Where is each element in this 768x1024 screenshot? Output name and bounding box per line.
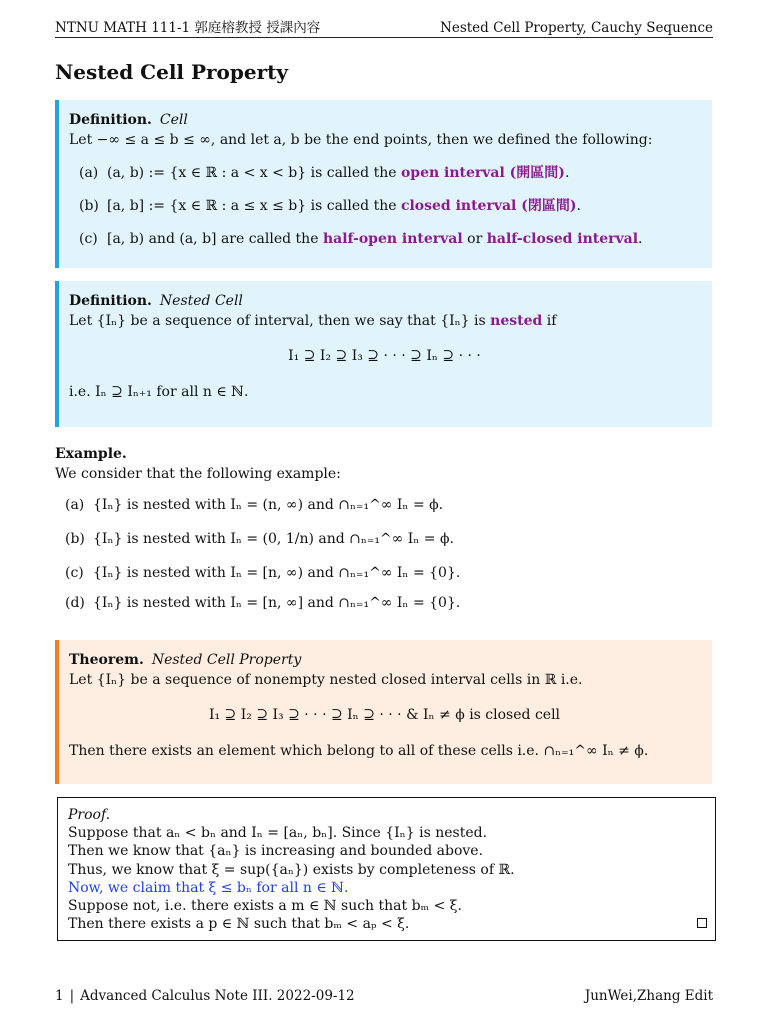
theorem-heading	[69, 650, 700, 670]
example-item-c: (c) {Iₙ} is nested with Iₙ = [n, ∞) and ∩ₙ₌₁^∞ Iₙ = {0}.	[65, 565, 461, 582]
running-footer	[55, 988, 713, 1004]
footer-title: Advanced Calculus Note III. 2022-09-12	[80, 988, 355, 1004]
nested-chain-display: I₁ ⊇ I₂ ⊇ I₃ ⊇ · · · ⊇ Iₙ ⊇ · · ·	[288, 347, 481, 364]
footer-left	[55, 988, 361, 1004]
definition-cell-intro: Let −∞ ≤ a ≤ b ≤ ∞, and let a, b be the end points, then we defined the following:	[69, 132, 653, 149]
definition-nested-box	[55, 281, 712, 427]
example-item-d: (d) {Iₙ} is nested with Iₙ = [n, ∞] and ∩ₙ₌₁^∞ Iₙ = {0}.	[65, 595, 461, 612]
definition-cell-item-b: (b) [a, b] := {x ∈ ℝ : a ≤ x ≤ b} is called the closed interval (閉區間).	[79, 197, 581, 214]
theorem-box	[55, 640, 712, 784]
definition-label: Definition.	[69, 293, 152, 309]
definition-subtitle: Cell	[159, 112, 188, 128]
proof-line: Suppose not, i.e. there exists a m ∈ ℕ such that bₘ < ξ.	[68, 897, 462, 914]
example-item-b: (b) {Iₙ} is nested with Iₙ = (0, 1/n) and ∩ₙ₌₁^∞ Iₙ = ϕ.	[65, 530, 454, 547]
proof-line: Suppose that aₙ < bₙ and Iₙ = [aₙ, bₙ]. Since {Iₙ} is nested.	[68, 825, 488, 842]
proof-line: Thus, we know that ξ = sup({aₙ}) exists by completeness of ℝ.	[68, 861, 515, 878]
example-block	[55, 444, 712, 614]
qed-square-icon	[697, 918, 707, 928]
proof-claim-line: Now, we claim that ξ ≤ bₙ for all n ∈ ℕ.	[68, 879, 349, 896]
definition-cell-heading	[69, 110, 700, 130]
example-title: Example.	[55, 446, 127, 462]
nested-ie-line: i.e. Iₙ ⊇ Iₙ₊₁ for all n ∈ ℕ.	[69, 383, 249, 400]
definition-nested-heading	[69, 291, 700, 311]
footer-right: JunWei,Zhang Edit	[584, 988, 713, 1004]
footer-separator: |	[69, 988, 75, 1004]
definition-nested-line: Let {Iₙ} be a sequence of interval, then we say that {Iₙ} is nested if	[69, 313, 557, 330]
running-header	[55, 16, 713, 36]
theorem-subtitle: Nested Cell Property	[151, 652, 302, 668]
section-title: Nested Cell Property	[55, 60, 288, 84]
example-intro: We consider that the following example:	[55, 466, 341, 483]
header-right: Nested Cell Property, Cauchy Sequence	[440, 20, 713, 36]
theorem-line-2: Then there exists an element which belong to all of these cells i.e. ∩ₙ₌₁^∞ Iₙ ≠ ϕ.	[69, 742, 649, 759]
proof-box	[57, 797, 716, 941]
header-rule	[55, 37, 713, 38]
proof-title: Proof.	[68, 807, 111, 823]
proof-line: Then there exists a p ∈ ℕ such that bₘ < aₚ < ξ.	[68, 916, 410, 933]
example-item-a: (a) {Iₙ} is nested with Iₙ = (n, ∞) and ∩ₙ₌₁^∞ Iₙ = ϕ.	[65, 496, 444, 513]
proof-line: Then we know that {aₙ} is increasing and bounded above.	[68, 843, 484, 860]
definition-cell-item-c: (c) [a, b) and (a, b] are called the half-open interval or half-closed interval.	[79, 231, 643, 248]
definition-label: Definition.	[69, 112, 152, 128]
header-left: NTNU MATH 111-1 郭庭榕教授 授課內容	[55, 20, 321, 36]
definition-cell-item-a: (a) (a, b) := {x ∈ ℝ : a < x < b} is called the open interval (開區間).	[79, 164, 570, 181]
definition-cell-box	[55, 100, 712, 268]
page-number: 1	[55, 988, 64, 1004]
definition-subtitle: Nested Cell	[159, 293, 243, 309]
theorem-display: I₁ ⊇ I₂ ⊇ I₃ ⊇ · · · ⊇ Iₙ ⊇ · · · & Iₙ ≠ ϕ is closed cell	[208, 706, 561, 723]
theorem-line-1: Let {Iₙ} be a sequence of nonempty nested closed interval cells in ℝ i.e.	[69, 672, 583, 689]
theorem-label: Theorem.	[69, 652, 144, 668]
